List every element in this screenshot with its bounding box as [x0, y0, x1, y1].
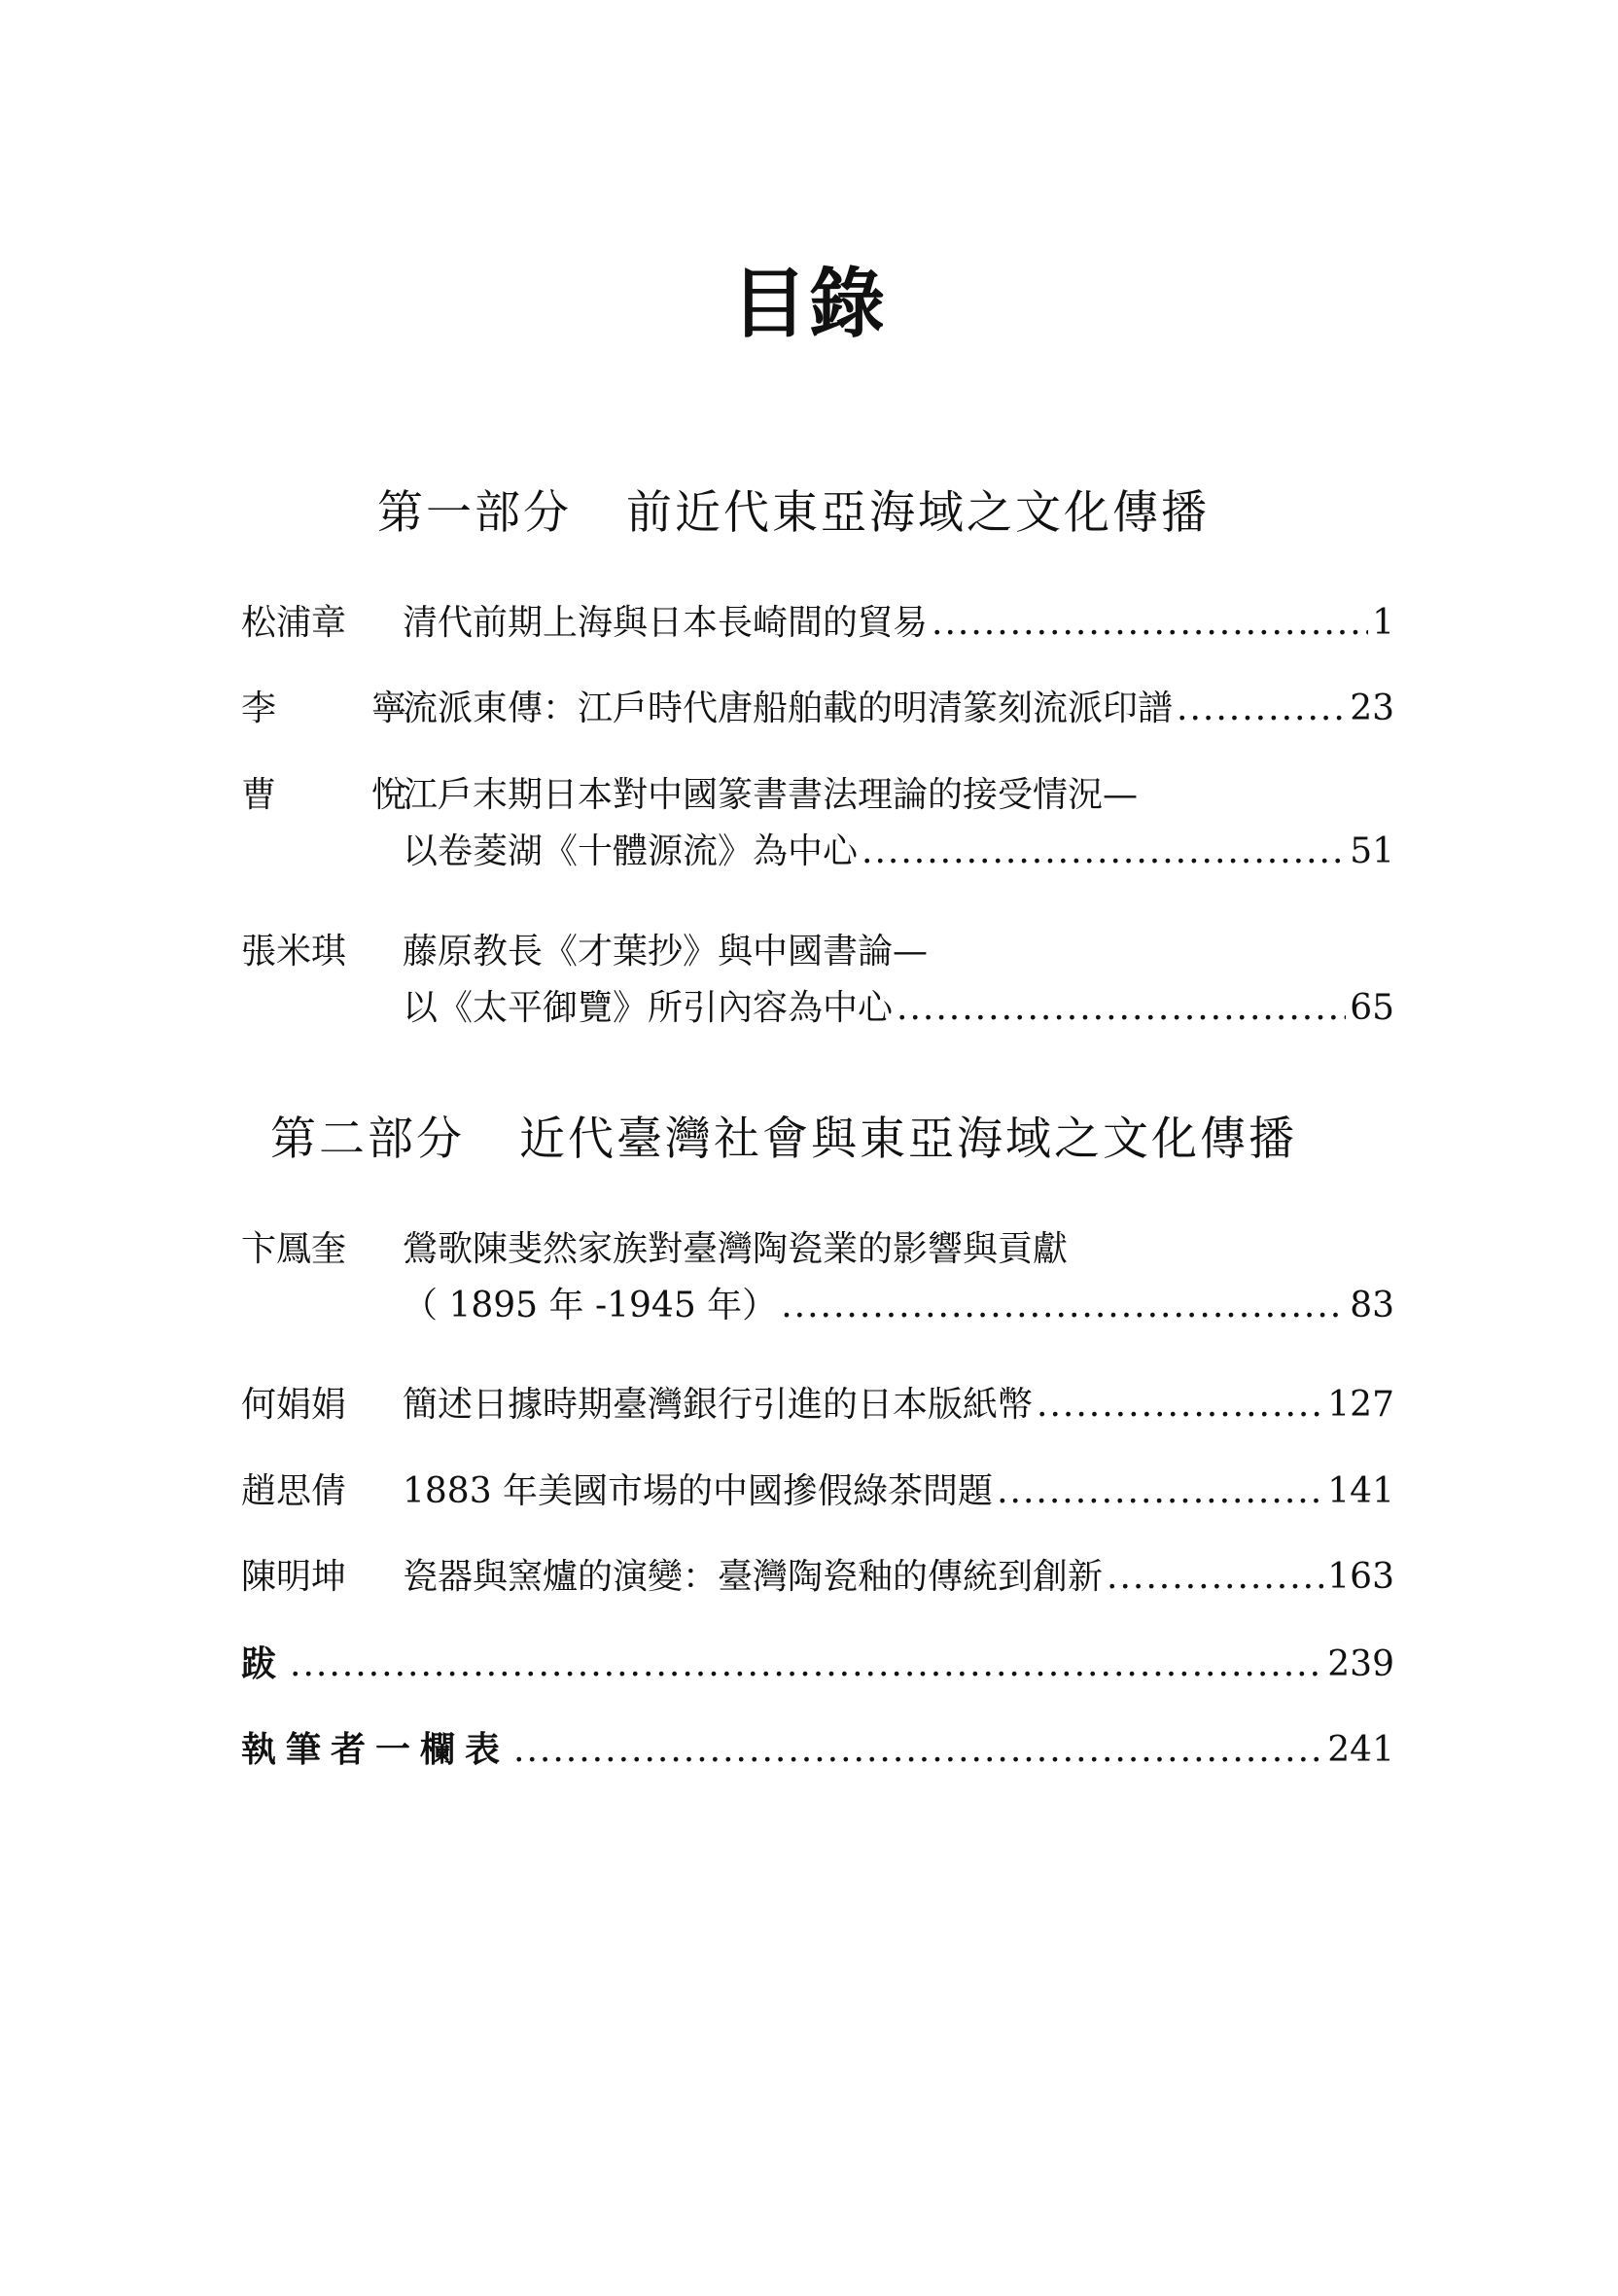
page-title: 目錄 [730, 261, 887, 348]
entry-page-number: 1 [1372, 603, 1394, 643]
entry-title: 瓷器與窯爐的演變：臺灣陶瓷釉的傳統到創新 [403, 1557, 1104, 1597]
entry-page-number: 127 [1327, 1385, 1394, 1425]
toc-entry[interactable] [241, 1221, 1394, 1334]
part-one-heading [377, 484, 1210, 543]
part-one-title: 前近代東亞海域之文化傳播 [626, 486, 1210, 540]
toc-entry[interactable] [241, 595, 1394, 652]
toc-entry[interactable] [241, 681, 1394, 737]
entry-page-number: 239 [1327, 1644, 1394, 1684]
dot-leader [781, 1278, 1346, 1334]
entry-title-continued: 以《太平御覽》所引內容為中心 [403, 988, 894, 1028]
toc-entry-afterword[interactable] [241, 1636, 1394, 1692]
dot-leader [1107, 1549, 1323, 1606]
entry-title: 簡述日據時期臺灣銀行引進的日本版紙幣 [403, 1385, 1034, 1425]
entry-title: 江戶末期日本對中國篆書書法理論的接受情況— [403, 775, 1139, 815]
entry-title: 藤原教長《才葉抄》與中國書論— [403, 932, 929, 971]
entry-author: 張米琪 [241, 932, 347, 971]
dot-leader [932, 595, 1368, 652]
toc-entry[interactable] [241, 767, 1394, 880]
entry-page-number: 163 [1327, 1557, 1394, 1597]
entry-author: 卞鳳奎 [241, 1229, 347, 1269]
part-two-label: 第二部分 [270, 1113, 465, 1166]
dot-leader [997, 1464, 1323, 1520]
entry-author: 曹 悅 [241, 775, 438, 815]
part-two-title: 近代臺灣社會與東亞海域之文化傳播 [519, 1113, 1297, 1166]
entry-author: 陳明坤 [241, 1557, 347, 1597]
toc-entry[interactable] [241, 1549, 1394, 1606]
entry-title-continued: 以卷菱湖《十體源流》為中心 [403, 831, 859, 871]
dot-leader [513, 1722, 1323, 1779]
toc-entry-contributors[interactable] [241, 1721, 1394, 1778]
entry-author: 何娟娟 [241, 1385, 347, 1425]
entry-title: 流派東傳：江戶時代唐船舶載的明清篆刻流派印譜 [403, 689, 1174, 728]
entry-page-number: 65 [1350, 988, 1394, 1028]
entry-title: 鶯歌陳斐然家族對臺灣陶瓷業的影響與貢獻 [403, 1229, 1069, 1269]
back-matter-title: 執筆者一欄表 [241, 1729, 510, 1770]
dot-leader [1177, 681, 1346, 737]
entry-author: 趙思倩 [241, 1471, 347, 1511]
entry-page-number: 141 [1327, 1471, 1394, 1511]
toc-entry[interactable] [241, 924, 1394, 1037]
dot-leader [1037, 1377, 1323, 1433]
entry-title-continued: （ 1895 年 -1945 年） [403, 1286, 778, 1325]
dot-leader [897, 980, 1346, 1037]
entry-author: 松浦章 [241, 603, 347, 643]
toc-entry[interactable] [241, 1464, 1394, 1520]
entry-title: 1883 年美國市場的中國摻假綠茶問題 [403, 1471, 994, 1511]
part-one-label: 第一部分 [377, 486, 572, 540]
entry-title: 清代前期上海與日本長崎間的貿易 [403, 603, 929, 643]
dot-leader [290, 1637, 1323, 1693]
entry-author: 李 寧 [241, 689, 438, 728]
entry-page-number: 241 [1327, 1730, 1394, 1770]
dot-leader [862, 824, 1346, 880]
entry-page-number: 83 [1350, 1286, 1394, 1325]
part-two-heading [270, 1111, 1297, 1169]
entry-page-number: 23 [1350, 689, 1394, 728]
entry-page-number: 51 [1350, 831, 1394, 871]
toc-entry[interactable] [241, 1377, 1394, 1433]
back-matter-title: 跋 [241, 1643, 287, 1684]
